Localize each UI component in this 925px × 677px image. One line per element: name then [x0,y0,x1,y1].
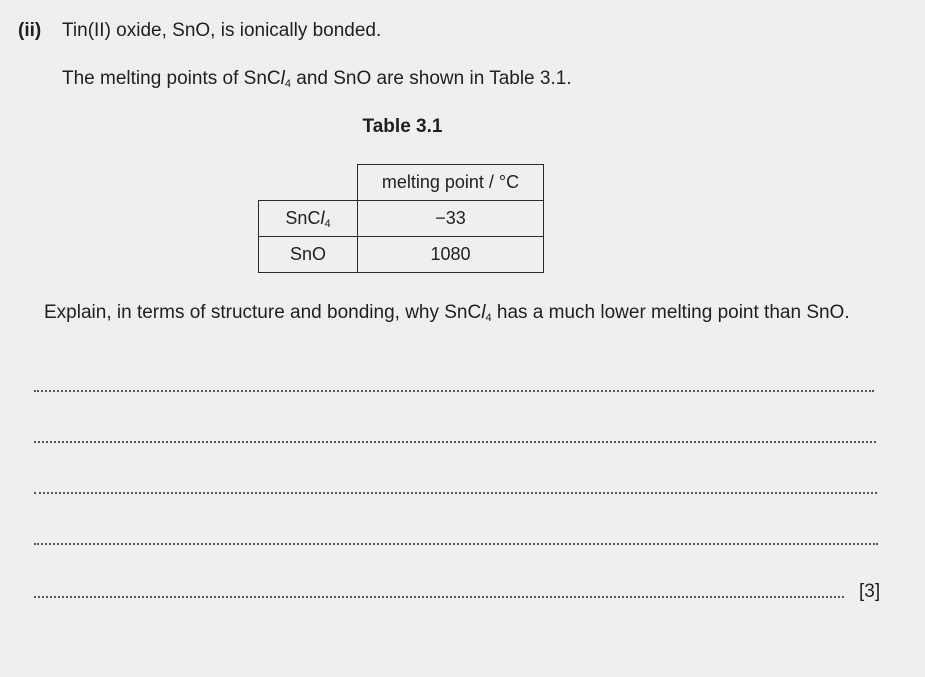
question-number: (ii) [18,20,42,41]
table-row [259,237,544,273]
compound-ell: l [320,208,325,228]
melting-point-cell: −33 [358,201,544,237]
answer-line-4[interactable] [34,543,878,545]
answer-line-2[interactable] [34,441,876,443]
compound-cell: SnO [259,237,358,273]
melting-point-cell: 1080 [358,237,544,273]
table-header-cell: melting point / °C [358,165,544,201]
intro-ell: l [280,68,285,89]
intro-subscript: 4 [284,78,291,90]
prompt-ell: l [481,302,486,323]
compound-cell: SnCl$_4$ [259,201,358,237]
intro-text-end: and SnO are shown in Table 3.1. [290,68,572,89]
table-header-row [259,165,544,201]
question-statement: Tin(II) oxide, SnO, is ionically bonded. [62,20,382,41]
melting-point-table [258,164,544,273]
intro-text [62,66,572,92]
table-corner-cell [259,165,358,201]
answer-line-3[interactable] [34,492,877,494]
table-caption: Table 3.1 [362,116,443,137]
table-row [259,201,544,237]
prompt-subscript: 4 [485,312,492,324]
answer-line-1[interactable] [34,390,874,392]
marks-label: [3] [859,581,881,602]
compound-subscript: 4 [324,218,331,230]
answer-line-5[interactable] [34,596,844,598]
question-heading [18,18,381,44]
prompt-text-end: has a much lower melting point than SnO. [491,302,850,323]
question-prompt [44,300,904,325]
intro-text-part: The melting points of SnC [62,68,281,89]
prompt-text-part: Explain, in terms of structure and bonding, why SnC [44,302,482,323]
